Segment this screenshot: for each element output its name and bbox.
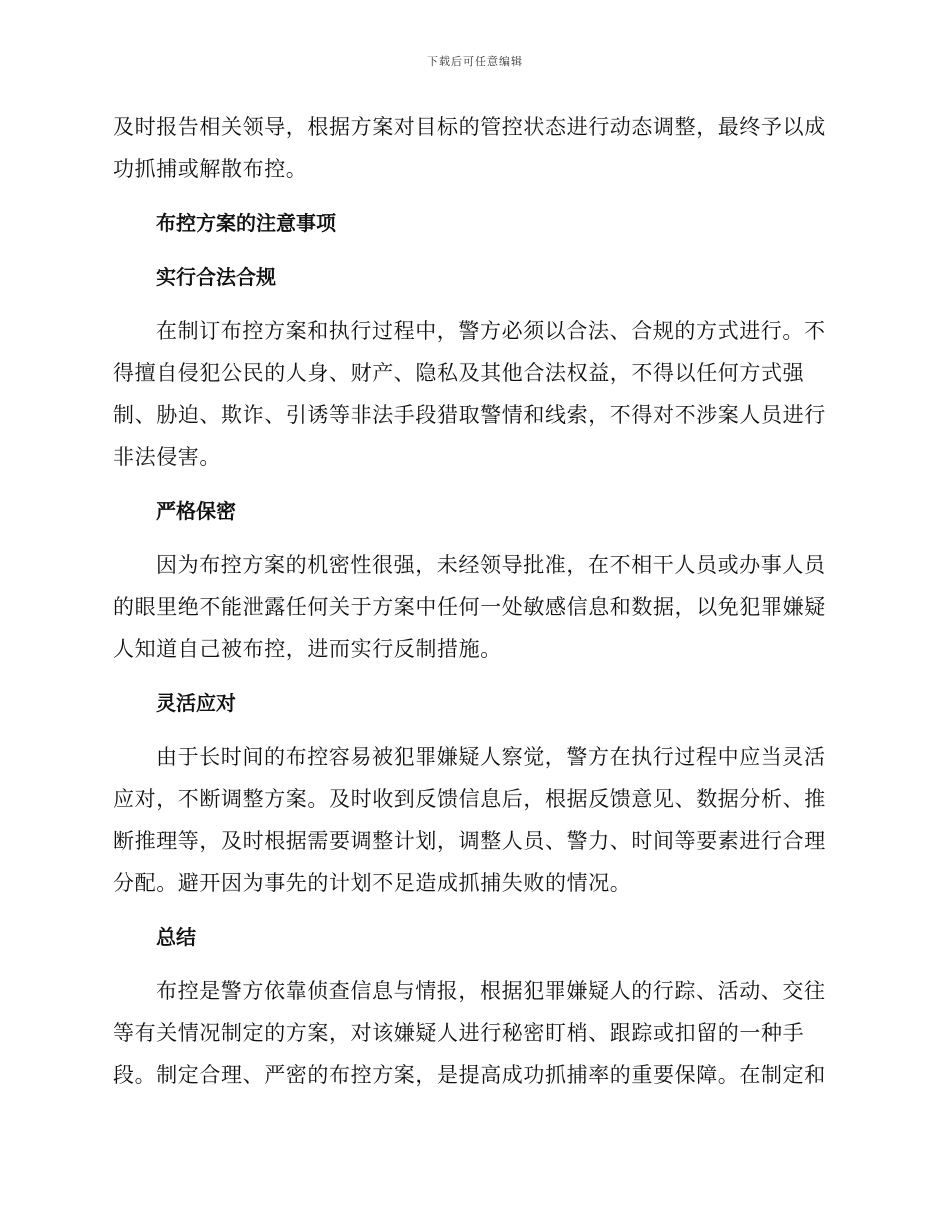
heading-summary: 总结 bbox=[156, 925, 196, 949]
paragraph-secret: 因为布控方案的机密性很强，未经领导批准，在不相干人员或办事人员的眼里绝不能泄露任何关于方案中任何一处敏感信息和数据，以免犯罪嫌疑人知道自己被布控，进而实行反制措施。 bbox=[113, 553, 826, 661]
heading-flex: 灵活应对 bbox=[156, 691, 236, 715]
paragraph-summary: 布控是警方依靠侦查信息与情报，根据犯罪嫌疑人的行踪、活动、交往等有关情况制定的方案，对该嫌疑人进行秘密盯梢、跟踪或扣留的一种手段。制定合理、严密的布控方案，是提高成功抓捕率的重要保障。在制定和 bbox=[113, 979, 826, 1087]
heading-legal: 实行合法合规 bbox=[156, 265, 276, 289]
paragraph-flex: 由于长时间的布控容易被犯罪嫌疑人察觉，警方在执行过程中应当灵活应对，不断调整方案。及时收到反馈信息后，根据反馈意见、数据分析、推断推理等，及时根据需要调整计划，调整人员、警力、时间等要素进行合理分配。避开因为事先的计划不足造成抓捕失败的情况。 bbox=[113, 745, 826, 895]
heading-notes: 布控方案的注意事项 bbox=[156, 211, 336, 235]
page-header: 下载后可任意编辑 bbox=[427, 55, 523, 68]
intro-paragraph: 及时报告相关领导，根据方案对目标的管控状态进行动态调整，最终予以成功抓捕或解散布控。 bbox=[113, 115, 826, 181]
document-body bbox=[113, 106, 835, 1096]
paragraph-legal: 在制订布控方案和执行过程中，警方必须以合法、合规的方式进行。不得擅自侵犯公民的人身、财产、隐私及其他合法权益，不得以任何方式强制、胁迫、欺诈、引诱等非法手段猎取警情和线索，不得对不涉案人员进行非法侵害。 bbox=[113, 319, 826, 469]
heading-secret: 严格保密 bbox=[156, 499, 236, 523]
